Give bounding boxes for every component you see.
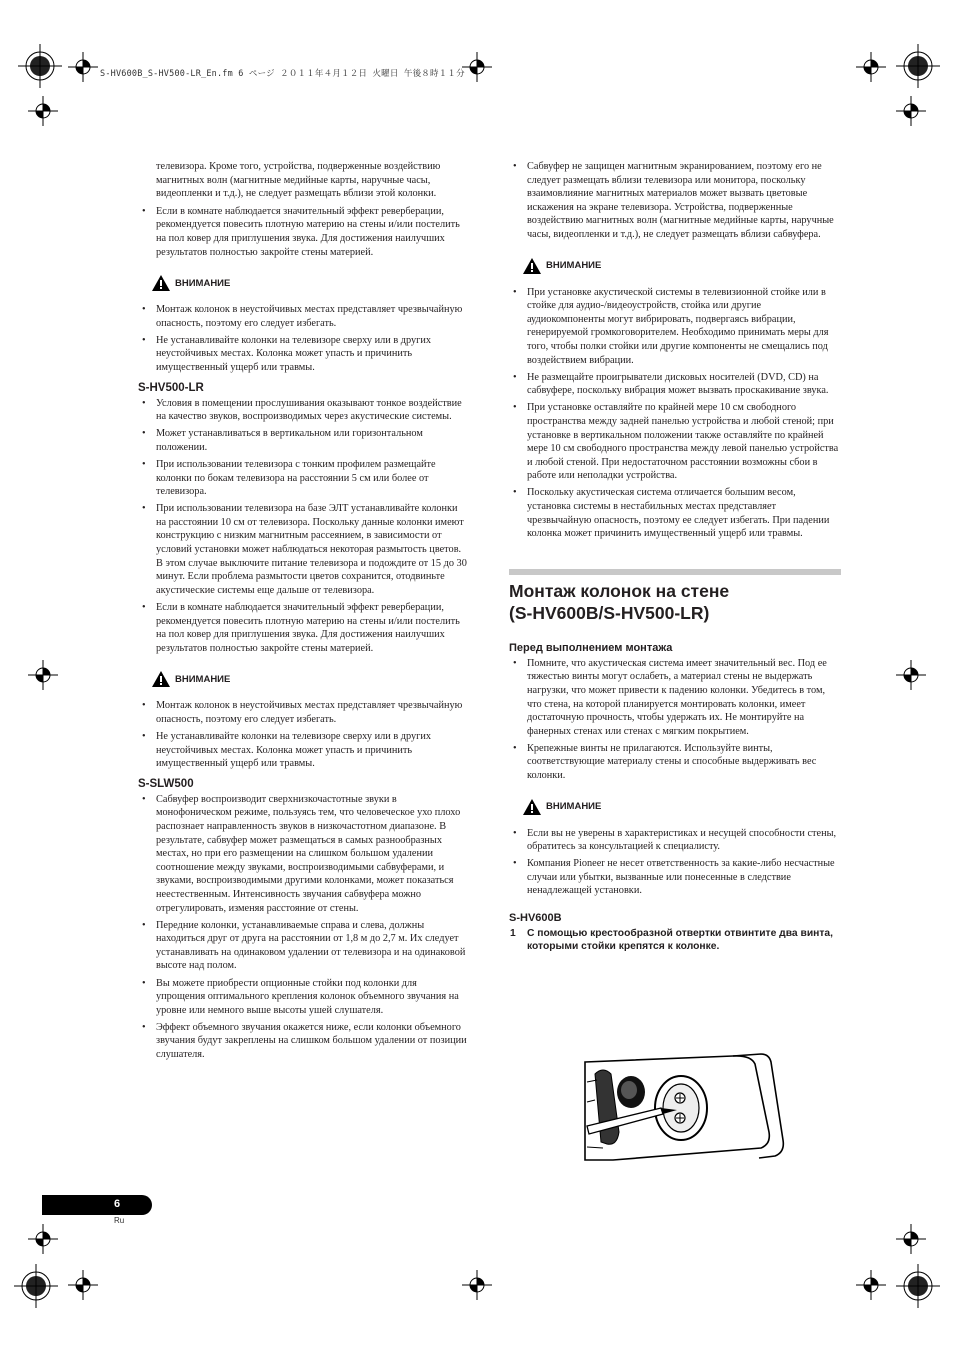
- bullet-item: • При установке акустической системы в телевизионной стойке или в стойке для аудио-/видеоустройств, стойка или другие аудиокомпоненты могут вибрировать, подвергаясь вибрации, генерируемой громкоговорителем. Необходимо принимать меры для того, чтобы полки стойки или другие компоненты не смещались под воздействием вибрации.: [509, 286, 841, 368]
- section-divider: [509, 569, 841, 575]
- subsection-heading: Перед выполнением монтажа: [509, 641, 673, 654]
- step-instruction: [509, 927, 841, 953]
- bullet-item: • Не размещайте проигрыватели дисковых носителей (DVD, CD) на сабвуфере, поскольку вибрация может вызвать проскакивание звука.: [509, 371, 841, 398]
- bullet-item: • Сабвуфер воспроизводит сверхнизкочастотные звуки в монофоническом режиме, пользуясь тем, что человеческое ухо плохо распознает направленность звуков в низкочастотном диапазоне. В результате, сабвуфер может размещаться в самых разнообразных местах, но при его размещении на слишком большом удалении соотношение между звуками, воспроизводимыми сабвуферами, и звуками, воспроизводимыми другими колонками, может показаться неестественным. Интенсивность звучания сабвуфера можно отрегулировать, изменяя расстояние от стены.: [138, 793, 468, 915]
- bullet-item: • Монтаж колонок в неустойчивых местах представляет чрезвычайную опасность, поэтому его следует избегать.: [138, 303, 468, 330]
- page-language: Ru: [114, 1216, 125, 1225]
- crosshair-mark-icon: [896, 660, 926, 690]
- section-title-line: Монтаж колонок на стене: [509, 580, 730, 601]
- crosshair-mark-icon: [856, 1270, 886, 1300]
- bullet-item: • Передние колонки, устанавливаемые справа и слева, должны находиться друг от друга на расстоянии от 1,8 м до 2,7 м. Их следует устанавливать на одинаковом удалении от телевизора и на одинаковой высоте над полом.: [138, 919, 468, 973]
- caution-heading: [152, 671, 468, 687]
- crosshair-mark-icon: [28, 1224, 58, 1254]
- step-text: С помощью крестообразной отвертки отвинтите два винта, которыми стойки крепятся к колонке.: [527, 928, 834, 953]
- bullet-item: • Поскольку акустическая система отличается большим весом, установка системы в нестабильных местах представляет чрезвычайную опасность, поэтому ее следует избегать. При падении колонка может причинить имущественный ущерб или травмы.: [509, 486, 841, 540]
- warning-icon: [523, 799, 541, 815]
- section-title: [509, 580, 841, 624]
- bullet-item: • Эффект объемного звучания окажется ниже, если колонки объемного звучания будут закреплены на слишком большом удалении от позиции слушателя.: [138, 1021, 468, 1062]
- bullet-item: • Если в комнате наблюдается значительный эффект реверберации, рекомендуется повесить плотную материю на стены и/или постелить на пол ковер для приглушения звука. Для достижения наилучших результатов полностью закройте стены материей.: [138, 601, 468, 655]
- caution-label: ВНИМАНИЕ: [546, 801, 602, 813]
- crosshair-mark-icon: [896, 96, 926, 126]
- intro-continuation: телевизора. Кроме того, устройства, подверженные воздействию магнитных волн (магнитные медийные карты, наручные часы, видеопленки и т.д.), не следует размещать вблизи этой колонки.: [156, 161, 441, 200]
- crosshair-mark-icon: [68, 52, 98, 82]
- bullet-item: • При использовании телевизора на базе ЭЛТ устанавливайте колонки на расстоянии 10 см от телевизора. Поскольку данные колонки имеют конструкцию с низким магнитным рассеянием, в зависимости от условий установки может наблюдаться некоторая размытость цветов. В этом случае выключите питание телевизора и подождите от 15 до 30 минут. Если проблема размытости цветов сохранится, отодвиньте акустические системы еще дальше от телевизора.: [138, 502, 468, 597]
- bullet-item: • Может устанавливаться в вертикальном или горизонтальном положении.: [138, 427, 468, 454]
- bullet-item: • Крепежные винты не прилагаются. Используйте винты, соответствующие материалу стены и способные выдерживать вес колонки.: [509, 742, 841, 783]
- crosshair-mark-icon: [28, 660, 58, 690]
- crosshair-mark-icon: [28, 96, 58, 126]
- caution-label: ВНИМАНИЕ: [175, 673, 231, 685]
- bullet-item: • Условия в помещении прослушивания оказывают тонкое воздействие на качество звуков, воспроизводимых через акустические системы.: [138, 397, 468, 424]
- bullet-item: • Если вы не уверены в характеристиках и несущей способности стены, обратитесь за консультацией к специалисту.: [509, 827, 841, 854]
- bullet-item: • При установке оставляйте по крайней мере 10 см свободного пространства между задней панелью устройства и любой стеной; при установке в вертикальном положении также оставляйте по крайней мере 10 см свободного пространства между левой панелью устройства и любой стеной. При недостаточном расстоянии возможны сбои в работе или неполадки устройства.: [509, 401, 841, 483]
- bullet-item: • Не устанавливайте колонки на телевизоре сверху или в других неустойчивых местах. Колонка может упасть и причинить имущественный ущерб или травмы.: [138, 334, 468, 375]
- bullet-item: • Монтаж колонок в неустойчивых местах представляет чрезвычайную опасность, поэтому его следует избегать.: [138, 699, 468, 726]
- crosshair-mark-icon: [896, 1224, 926, 1254]
- caution-label: ВНИМАНИЕ: [546, 260, 602, 272]
- crosshair-mark-icon: [462, 1270, 492, 1300]
- bullet-item: • Не устанавливайте колонки на телевизоре сверху или в других неустойчивых местах. Колонка может упасть и причинить имущественный ущерб или травмы.: [138, 730, 468, 771]
- crosshair-mark-icon: [856, 52, 886, 82]
- print-header: S-HV600B_S-HV500-LR_En.fm 6 ページ ２０１１年４月１２日 火曜日 午後８時１１分: [100, 69, 465, 79]
- right-column: [509, 160, 841, 953]
- left-column: [138, 160, 468, 1065]
- speaker-screw-illustration: [583, 1052, 853, 1164]
- page-number: 6: [114, 1198, 121, 1210]
- warning-icon: [523, 258, 541, 274]
- section-title-line: (S-HV600B/S-HV500-LR): [509, 602, 710, 623]
- bullet-item: • Сабвуфер не защищен магнитным экранированием, поэтому его не следует размещать вблизи телевизора или монитора, поскольку взаимовлияние магнитных материалов может вызвать цветовые искажения на экране телевизора. Устройства, подверженные воздействию магнитных волн (магнитные медийные карты, наручные часы, видеопленки и т.д.), не следует размещать вблизи сабвуфера.: [509, 160, 841, 242]
- model-heading: S-HV600B: [509, 912, 562, 925]
- bullet-item: • Компания Pioneer не несет ответственность за какие-либо несчастные случаи или убытки, вызванные или понесенные в следствие ненадлежащей установки.: [509, 857, 841, 898]
- model-heading: S-HV500-LR: [138, 381, 204, 394]
- registration-mark-icon: [14, 1264, 58, 1308]
- caution-heading: [523, 799, 841, 815]
- caution-heading: [152, 275, 468, 291]
- warning-icon: [152, 671, 170, 687]
- caution-label: ВНИМАНИЕ: [175, 277, 231, 289]
- registration-mark-icon: [896, 44, 940, 88]
- crosshair-mark-icon: [68, 1270, 98, 1300]
- page-tab: [42, 1195, 152, 1215]
- step-number: 1: [510, 928, 516, 940]
- model-heading: S-SLW500: [138, 777, 194, 790]
- caution-heading: [523, 258, 841, 274]
- warning-icon: [152, 275, 170, 291]
- bullet-item: • Помните, что акустическая система имеет значительный вес. Под ее тяжестью винты могут ослабеть, а материал стены не выдержать нагрузки, что может привести к падению колонки. Убедитесь в том, что стена, на которой планируется монтировать колонки, имеет достаточную прочность, чтобы удержать их. Не монтируйте на фанерных стенах или стенах с мягким покрытием.: [509, 657, 841, 739]
- bullet-item: • Вы можете приобрести опционные стойки под колонки для упрощения оптимального крепления колонок объемного звучания на уровне или немного выше высоты ушей слушателя.: [138, 977, 468, 1018]
- bullet-item: • При использовании телевизора с тонким профилем размещайте колонки по бокам телевизора на расстоянии 5 см или более от телевизора.: [138, 458, 468, 499]
- bullet-item: • Если в комнате наблюдается значительный эффект реверберации, рекомендуется повесить плотную материю на стены и/или постелить на пол ковер для приглушения звука. Для достижения наилучших результатов полностью закройте стены материей.: [138, 205, 468, 259]
- crosshair-mark-icon: [462, 52, 492, 82]
- registration-mark-icon: [896, 1264, 940, 1308]
- registration-mark-icon: [18, 44, 62, 88]
